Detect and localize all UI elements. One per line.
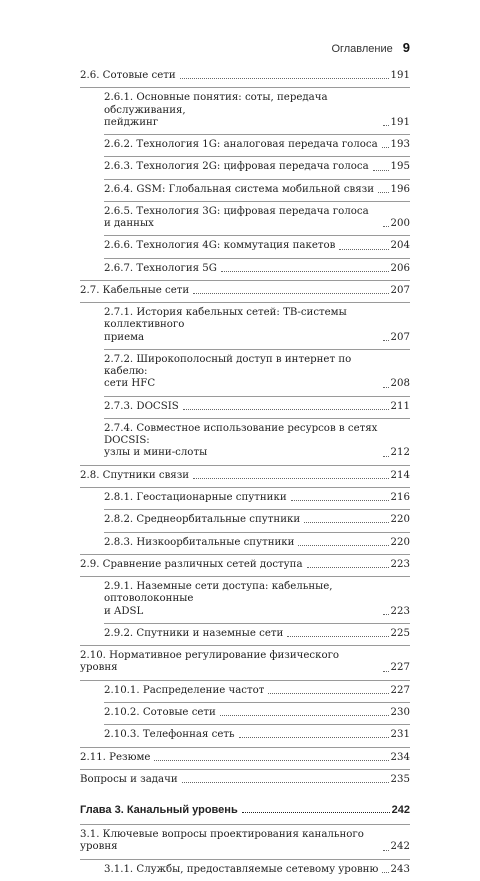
toc-entry-title: Глава 3. Канальный уровень xyxy=(80,804,238,817)
toc-divider xyxy=(80,302,410,303)
toc-entry-title: 2.6.4. GSM: Глобальная система мобильной связи xyxy=(104,183,374,195)
toc-entry[interactable] xyxy=(80,685,410,697)
dot-leader xyxy=(383,456,389,457)
toc-divider xyxy=(80,859,410,860)
toc-divider xyxy=(80,645,410,646)
toc-entry-title: 2.7.4. Совместное использование ресурсов в сетях DOCSIS: узлы и мини-слоты xyxy=(104,423,381,460)
toc-divider xyxy=(80,87,410,88)
dot-leader xyxy=(193,478,388,479)
toc-entry-page: 234 xyxy=(390,751,410,763)
toc-entry-page: 200 xyxy=(390,218,410,230)
toc-entry[interactable] xyxy=(80,161,410,173)
toc-entry-title: 2.6.5. Технология 3G: цифровая передача голоса и данных xyxy=(104,206,381,230)
toc-entry-title: 2.8. Спутники связи xyxy=(80,469,190,481)
dot-leader xyxy=(307,567,389,568)
toc-divider xyxy=(80,769,410,770)
toc-entry-page: 214 xyxy=(390,469,410,481)
toc-entry[interactable] xyxy=(80,628,410,640)
header-title: Оглавление xyxy=(331,43,393,55)
toc-entry-title: 2.6.7. Технология 5G xyxy=(104,262,217,274)
toc-entry[interactable] xyxy=(80,423,410,460)
toc-entry[interactable] xyxy=(80,774,410,786)
toc-divider xyxy=(104,258,410,259)
toc-entry-page: 235 xyxy=(390,773,410,785)
toc-entry-page: 220 xyxy=(390,536,410,548)
toc-entry[interactable] xyxy=(80,559,410,571)
toc-entry[interactable] xyxy=(80,829,410,853)
toc-entry-title: 2.6.6. Технология 4G: коммутация пакетов xyxy=(104,240,336,252)
toc-divider xyxy=(104,156,410,157)
toc-entry-page: 242 xyxy=(390,841,410,853)
toc-entry[interactable] xyxy=(80,537,410,549)
toc-divider xyxy=(104,702,410,703)
toc-entry-page: 191 xyxy=(390,70,410,81)
dot-leader xyxy=(383,850,389,851)
toc-divider xyxy=(104,532,410,533)
dot-leader xyxy=(268,693,388,694)
toc-divider xyxy=(104,418,410,419)
toc-entry-title: 2.6.1. Основные понятия: соты, передача обслуживания, пейджинг xyxy=(104,92,381,129)
toc-entry-title: 2.8.3. Низкоорбитальные спутники xyxy=(104,536,295,548)
toc-entry-title: 2.10.3. Телефонная сеть xyxy=(104,729,235,741)
toc-entry-page: 208 xyxy=(390,378,410,390)
toc-entry[interactable] xyxy=(80,707,410,719)
toc-entry[interactable] xyxy=(80,139,410,151)
dot-leader xyxy=(383,125,389,126)
dot-leader xyxy=(373,170,389,171)
toc-entry[interactable] xyxy=(80,206,410,230)
toc-entry[interactable] xyxy=(80,650,410,674)
dot-leader xyxy=(183,409,389,410)
toc-entry[interactable] xyxy=(80,864,410,876)
toc-divider xyxy=(80,680,410,681)
toc-entry[interactable] xyxy=(80,184,410,196)
toc-entry[interactable] xyxy=(80,492,410,504)
toc-entry-page: 195 xyxy=(390,161,410,173)
toc-entry-title: 2.8.2. Среднеорбитальные спутники xyxy=(104,514,301,526)
toc-entry-title: 2.9. Сравнение различных сетей доступа xyxy=(80,558,303,570)
toc-entry-page: 206 xyxy=(390,262,410,274)
toc-entry-title: 2.8.1. Геостационарные спутники xyxy=(104,491,287,503)
toc-divider xyxy=(80,487,410,488)
toc-entry-page: 207 xyxy=(390,284,410,296)
toc-entry[interactable] xyxy=(80,263,410,275)
toc-entry-page: 243 xyxy=(390,863,410,875)
dot-leader xyxy=(154,760,388,761)
dot-leader xyxy=(382,147,389,148)
toc-entry-page: 204 xyxy=(390,240,410,252)
toc-entry-page: 230 xyxy=(390,706,410,718)
toc-entry[interactable] xyxy=(80,354,410,391)
toc-entry-title: 2.10.1. Распределение частот xyxy=(104,684,265,696)
toc-entry-page: 231 xyxy=(390,729,410,741)
toc-entry-page: 193 xyxy=(390,139,410,150)
dot-leader xyxy=(182,782,389,783)
toc-entry-title: 2.7. Кабельные сети xyxy=(80,284,190,296)
dot-leader xyxy=(383,671,389,672)
toc-entry-title: 2.6.3. Технология 2G: цифровая передача голоса xyxy=(104,161,369,173)
toc-entry-title: 2.10. Нормативное регулирование физического уровня xyxy=(80,650,381,674)
toc-entry-title: 3.1. Ключевые вопросы проектирования канального уровня xyxy=(80,829,381,853)
header-page-number: 9 xyxy=(402,40,410,55)
toc-entry-title: 2.7.2. Широкополосный доступ в интернет по кабелю: сети HFC xyxy=(104,354,381,391)
dot-leader xyxy=(298,545,388,546)
running-header xyxy=(80,40,410,56)
toc-entry-page: 191 xyxy=(390,116,410,128)
toc-entry[interactable] xyxy=(80,240,410,252)
toc-divider xyxy=(80,465,410,466)
toc-divider xyxy=(104,509,410,510)
toc-entry[interactable] xyxy=(80,581,410,618)
toc-entry[interactable] xyxy=(80,401,410,413)
toc-entry-page: 207 xyxy=(390,331,410,343)
toc-divider xyxy=(80,554,410,555)
toc-entry-title: 2.7.1. История кабельных сетей: ТВ-системы коллективного приема xyxy=(104,307,381,344)
dot-leader xyxy=(383,226,389,227)
dot-leader xyxy=(221,271,389,272)
toc-entry[interactable] xyxy=(80,285,410,297)
toc-entry-page: 227 xyxy=(390,684,410,696)
toc-divider xyxy=(80,824,410,825)
toc-entry-page: 212 xyxy=(390,447,410,459)
toc-divider xyxy=(104,724,410,725)
dot-leader xyxy=(382,872,388,873)
dot-leader xyxy=(339,249,388,250)
dot-leader xyxy=(383,614,389,615)
toc-entry-page: 196 xyxy=(390,183,410,195)
toc-entry-page: 223 xyxy=(390,558,410,570)
toc-divider xyxy=(104,134,410,135)
dot-leader xyxy=(383,340,389,341)
toc-divider xyxy=(104,396,410,397)
dot-leader xyxy=(304,522,388,523)
dot-leader xyxy=(383,387,389,388)
toc-divider xyxy=(80,280,410,281)
dot-leader xyxy=(220,715,389,716)
toc-entry-title: Вопросы и задачи xyxy=(80,773,178,785)
toc-entry-title: 2.7.3. DOCSIS xyxy=(104,400,179,412)
dot-leader xyxy=(180,78,389,79)
toc-entry-title: 2.11. Резюме xyxy=(80,751,151,763)
toc-divider xyxy=(104,179,410,180)
toc-entry[interactable] xyxy=(80,307,410,344)
toc-entry-title: 2.9.1. Наземные сети доступа: кабельные, оптоволоконные и ADSL xyxy=(104,581,381,618)
dot-leader xyxy=(242,812,390,813)
dot-leader xyxy=(239,737,389,738)
toc-entry[interactable] xyxy=(80,514,410,526)
toc-entry[interactable] xyxy=(80,470,410,482)
toc-entry-title: 3.1.1. Службы, предоставляемые сетевому уровню xyxy=(104,863,379,875)
toc-entry-page: 220 xyxy=(390,514,410,526)
toc-entry-title: 2.10.2. Сотовые сети xyxy=(104,706,216,718)
toc-entry-page: 225 xyxy=(390,627,410,639)
toc-chapter-entry[interactable] xyxy=(80,804,410,816)
dot-leader xyxy=(291,500,389,501)
toc-divider xyxy=(104,235,410,236)
toc-entry-page: 211 xyxy=(390,400,410,412)
toc-entry-page: 216 xyxy=(390,491,410,503)
toc-entry[interactable] xyxy=(80,729,410,741)
toc-divider xyxy=(104,201,410,202)
toc-divider xyxy=(104,349,410,350)
toc-divider xyxy=(80,576,410,577)
table-of-contents xyxy=(80,70,410,881)
toc-divider xyxy=(104,623,410,624)
toc-entry[interactable] xyxy=(80,70,410,82)
toc-entry-title: 2.9.2. Спутники и наземные сети xyxy=(104,627,284,639)
toc-entry-page: 242 xyxy=(391,804,410,817)
dot-leader xyxy=(287,636,388,637)
toc-entry-title: 2.6. Сотовые сети xyxy=(80,70,176,81)
toc-entry-title: 2.6.2. Технология 1G: аналоговая передача голоса xyxy=(104,139,378,150)
toc-entry-page: 223 xyxy=(390,605,410,617)
toc-entry-page: 227 xyxy=(390,662,410,674)
toc-entry[interactable] xyxy=(80,752,410,764)
toc-entry[interactable] xyxy=(80,92,410,129)
dot-leader xyxy=(193,293,388,294)
dot-leader xyxy=(378,192,389,193)
toc-divider xyxy=(80,747,410,748)
